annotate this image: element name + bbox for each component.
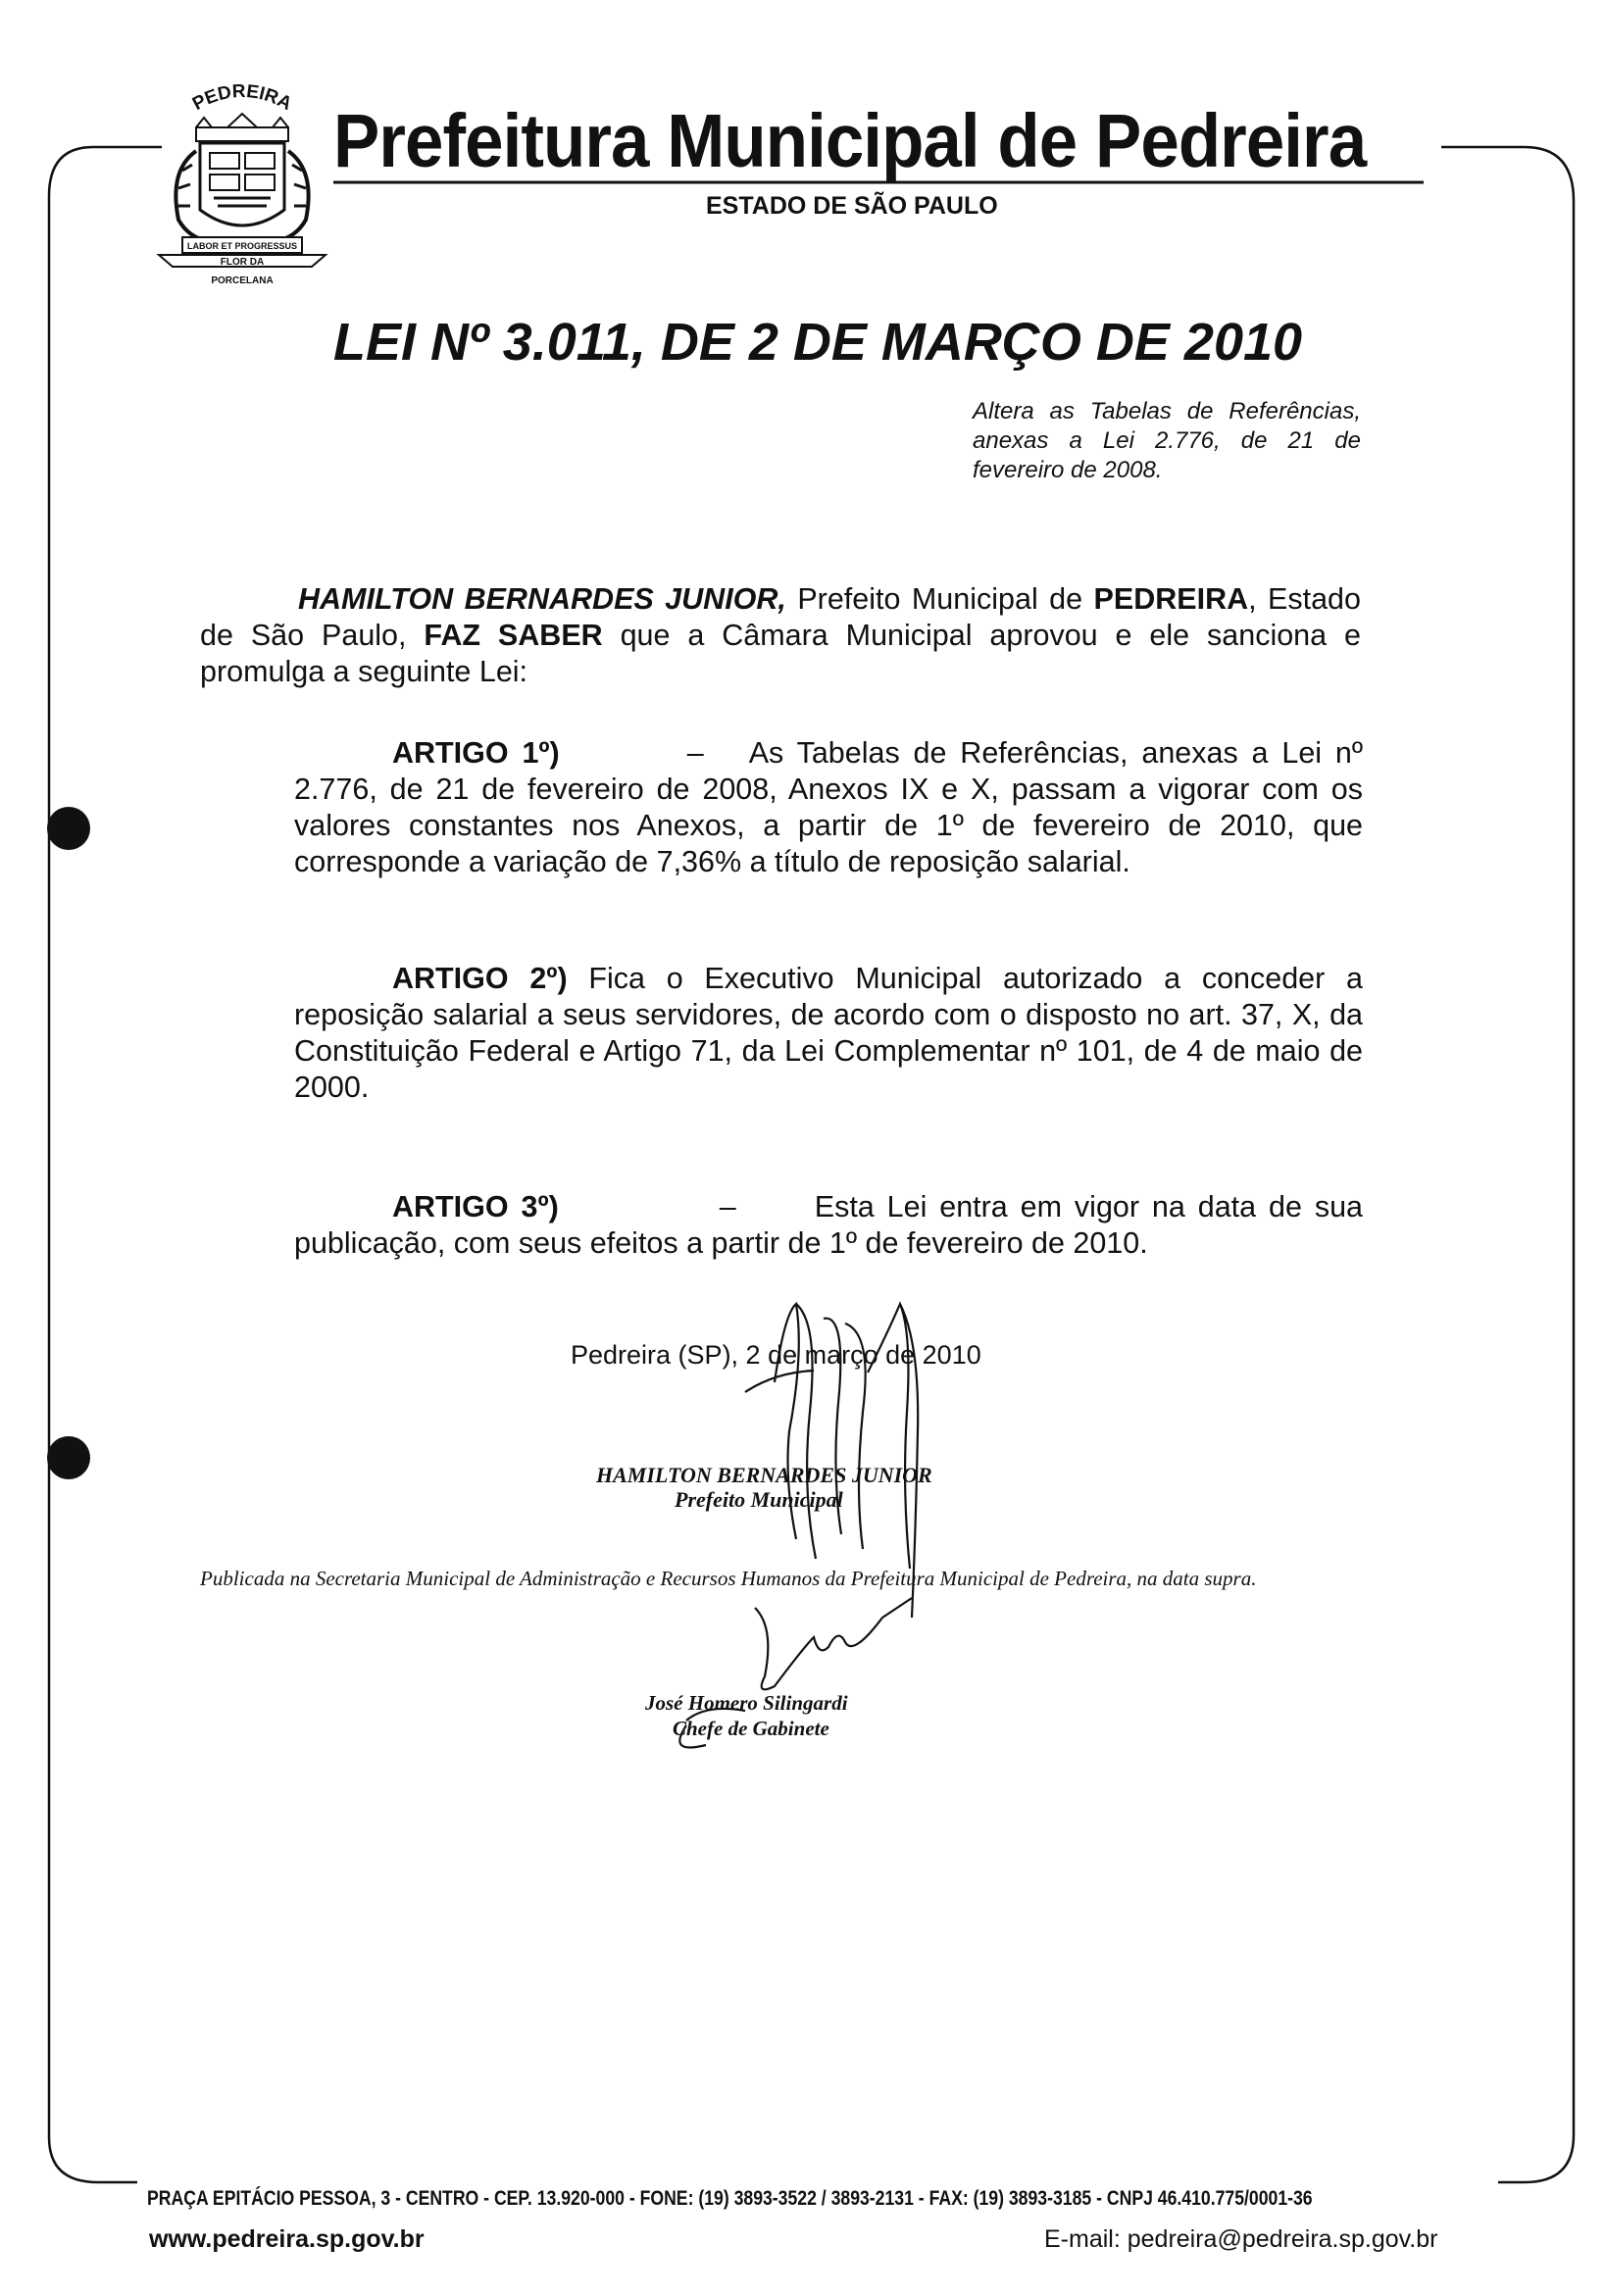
org-title: Prefeitura Municipal de Pedreira <box>333 99 1367 183</box>
article-2-label: ARTIGO 2º) <box>392 962 568 995</box>
article-2 <box>294 961 1363 1106</box>
publication-note: Publicada na Secretaria Municipal de Administração e Recursos Humanos da Prefeitura Municipal de Pedreira, na data supra. <box>200 1567 1257 1590</box>
svg-text:FLOR DA: FLOR DA <box>220 257 265 268</box>
article-1-text: As Tabelas de Referências, anexas a Lei nº 2.776, de 21 de fevereiro de 2008, Anexos IX e X, passam a vigorar com os valores constantes nos Anexos, a partir de 1º de fevereiro de 2010, que corresponde a variação de 7,36% a título de reposição salarial. <box>294 736 1364 878</box>
punch-hole-bottom <box>47 1436 90 1479</box>
article-3-label: ARTIGO 3º) <box>392 1190 559 1223</box>
svg-text:PEDREIRA: PEDREIRA <box>189 80 295 116</box>
law-ementa: Altera as Tabelas de Referências, anexas a Lei 2.776, de 21 de fevereiro de 2008. <box>973 398 1361 483</box>
article-3: ARTIGO 3º) – Esta Lei entra em vigor na data de sua publicação, com seus efeitos a partir de 1º de fevereiro de 2010. <box>294 1190 1364 1260</box>
article-1-label: ARTIGO 1º) <box>392 736 560 770</box>
article-1: ARTIGO 1º) – As Tabelas de Referências, anexas a Lei nº 2.776, de 21 de fevereiro de 2008, Anexos IX e X, passam a vigorar com os valores constantes nos Anexos, a partir de 1º de fevereiro de 2010, que corresponde a variação de 7,36% a título de reposição salarial. <box>294 736 1364 878</box>
chief-role: Chefe de Gabinete <box>673 1717 829 1740</box>
footer-email[interactable]: E-mail: pedreira@pedreira.sp.gov.br <box>1044 2225 1438 2253</box>
municipal-crest <box>149 63 335 288</box>
footer-address: PRAÇA EPITÁCIO PESSOA, 3 - CENTRO - CEP. 13.920-000 - FONE: (19) 3893-3522 / 3893-2131 - FAX: (19) 3893-3185 - CNPJ 46.410.775/0001-36 <box>147 2186 1313 2210</box>
faz-saber: FAZ SABER <box>424 619 603 652</box>
signer-role: Prefeito Municipal <box>675 1487 843 1512</box>
intro-paragraph: HAMILTON BERNARDES JUNIOR, Prefeito Municipal de PEDREIRA, Estado de São Paulo, FAZ SABER que a Câmara Municipal aprovou e ele sanciona e promulga a seguinte Lei: <box>200 582 1361 688</box>
signer-name: HAMILTON BERNARDES JUNIOR <box>596 1463 932 1487</box>
footer-website[interactable]: www.pedreira.sp.gov.br <box>149 2225 425 2253</box>
svg-text:LABOR ET PROGRESSUS: LABOR ET PROGRESSUS <box>186 241 298 251</box>
law-title: LEI Nº 3.011, DE 2 DE MARÇO DE 2010 <box>333 313 1303 372</box>
article-2-text: Fica o Executivo Municipal autorizado a conceder a reposição salarial a seus servidores, de acordo com o disposto no art. 37, X, da Constituição Federal e Artigo 71, da Lei Complementar nº 101, de 4 de maio de 2000. <box>294 962 1363 1104</box>
org-state: ESTADO DE SÃO PAULO <box>706 192 998 220</box>
punch-hole-top <box>47 807 90 850</box>
mayor-name: HAMILTON BERNARDES JUNIOR, <box>298 582 786 616</box>
article-3-text: Esta Lei entra em vigor na data de sua publicação, com seus efeitos a partir de 1º de fevereiro de 2010. <box>294 1190 1364 1260</box>
signature-date: Pedreira (SP), 2 de março de 2010 <box>571 1340 981 1370</box>
chief-name: José Homero Silingardi <box>645 1691 848 1715</box>
city-name: PEDREIRA <box>1093 582 1249 616</box>
svg-text:PORCELANA: PORCELANA <box>211 275 274 286</box>
